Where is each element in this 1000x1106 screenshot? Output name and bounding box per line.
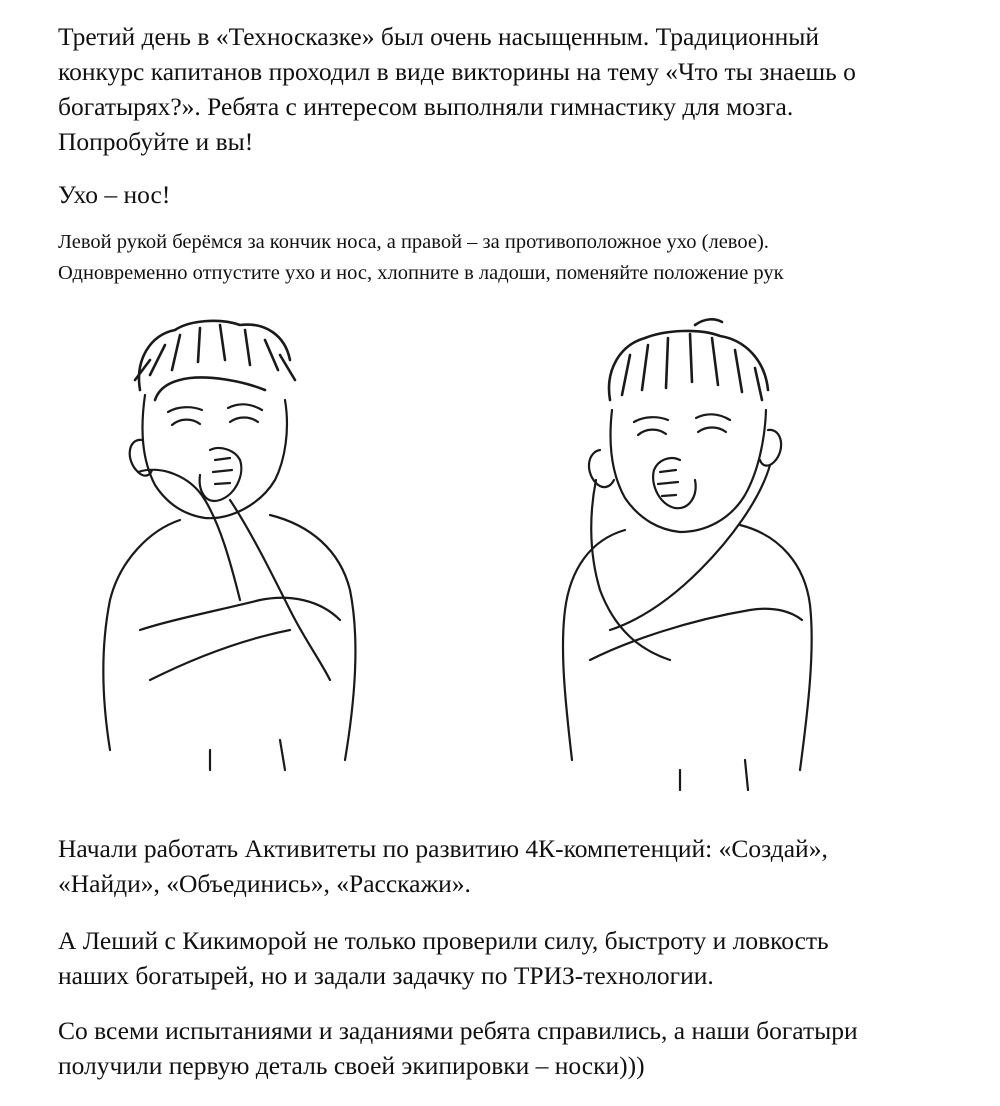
- right-eye: [698, 428, 726, 433]
- boy-illustration-left: [80, 300, 400, 820]
- face-outline: [611, 410, 766, 532]
- exercise-description-line: Одновременно отпустите ухо и нос, хлопните в ладоши, поменяйте положение рук: [58, 262, 784, 284]
- intro-paragraph: [58, 19, 856, 159]
- exercise-title-text: Ухо – нос!: [58, 180, 171, 209]
- left-brow: [168, 407, 202, 412]
- leshy-line: А Леший с Кикиморой не только проверили силу, быстроту и ловкость: [58, 926, 829, 955]
- boy-drawing-left: [80, 300, 400, 820]
- right-brow: [228, 404, 262, 410]
- boy-illustration-right: [530, 300, 850, 820]
- final-paragraph: [58, 1013, 858, 1083]
- face-outline: [142, 395, 286, 518]
- leshy-paragraph: [58, 923, 829, 993]
- crossed-forearm: [140, 598, 340, 630]
- intro-line: Третий день в «Техносказке» был очень насыщенным. Традиционный: [58, 22, 820, 51]
- activities-paragraph: [58, 831, 828, 901]
- crossed-forearm-lower: [150, 630, 290, 680]
- hair: [609, 319, 768, 400]
- intro-line: Попробуйте и вы!: [58, 127, 254, 156]
- left-eye: [638, 430, 666, 435]
- fingers: [213, 458, 232, 484]
- activities-line: Начали работать Активитеты по развитию 4К-компетенций: «Создай»,: [58, 834, 828, 863]
- right-eye: [230, 418, 258, 423]
- right-shoulder: [740, 525, 812, 770]
- final-line: получили первую деталь своей экипировки – носки))): [58, 1051, 645, 1080]
- left-shoulder: [103, 520, 180, 750]
- left-ear: [589, 450, 614, 487]
- activities-line: «Найди», «Объединись», «Расскажи».: [58, 869, 471, 898]
- fingers: [658, 470, 678, 496]
- intro-line: богатырях?». Ребята с интересом выполняли гимнастику для мозга.: [58, 92, 794, 121]
- final-line: Со всеми испытаниями и заданиями ребята справились, а наши богатыри: [58, 1016, 858, 1045]
- right-arm: [610, 465, 770, 630]
- leshy-line: наших богатырей, но и задали задачку по ТРИЗ-технологии.: [58, 961, 714, 990]
- boy-drawing-right: [530, 300, 850, 820]
- torso-lines: [680, 760, 748, 790]
- torso-lines: [210, 740, 285, 770]
- left-eye: [172, 420, 200, 425]
- right-brow: [696, 414, 730, 420]
- intro-line: конкурс капитанов проходил в виде викторины на тему «Что ты знаешь о: [58, 57, 856, 86]
- exercise-description: [58, 227, 784, 289]
- exercise-description-line: Левой рукой берёмся за кончик носа, а правой – за противоположное ухо (левое).: [58, 231, 769, 253]
- crossed-forearm: [590, 609, 802, 660]
- left-brow: [634, 417, 668, 422]
- hand-on-nose: [200, 448, 242, 501]
- left-arm: [230, 500, 330, 680]
- hair: [135, 321, 295, 400]
- exercise-title: [58, 177, 170, 212]
- right-shoulder: [270, 515, 355, 760]
